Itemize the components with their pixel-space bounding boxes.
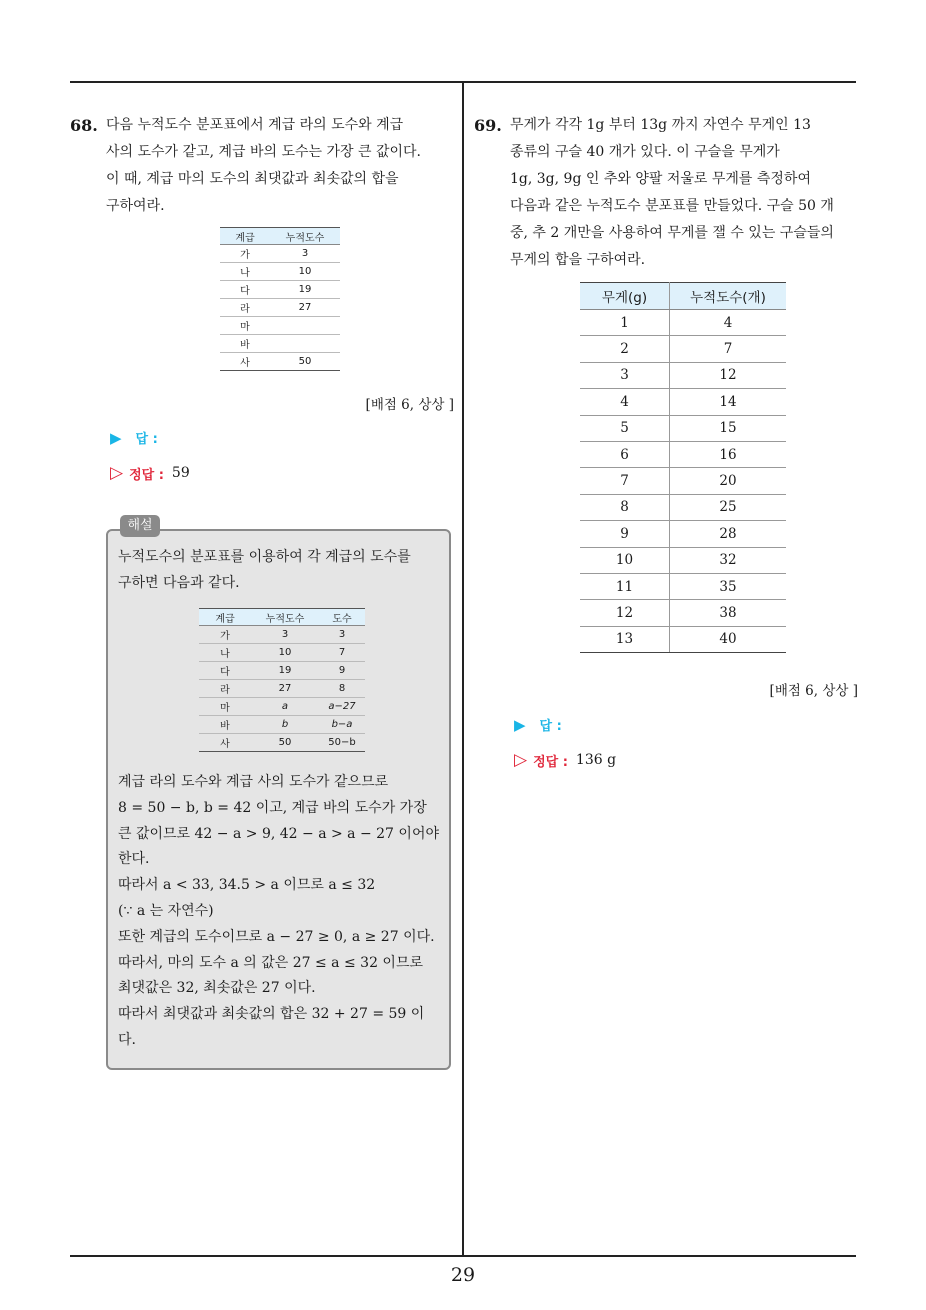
table-row <box>199 680 365 698</box>
question-line: 종류의 구슬 40 개가 있다. 이 구슬을 무게가 <box>510 144 780 160</box>
table-cell: 13 <box>580 626 670 652</box>
table-cell: 나 <box>199 644 251 662</box>
table-cell: 바 <box>199 716 251 734</box>
correct-answer-label: 정답 : <box>129 467 164 483</box>
question-line: 다음 누적도수 분포표에서 계급 라의 도수와 계급 <box>106 117 404 133</box>
question-69 <box>474 112 859 274</box>
table-cell: 가 <box>220 245 270 263</box>
table-cell: b−a <box>319 716 365 734</box>
table-cell: 25 <box>670 494 787 520</box>
table-cell: a−27 <box>319 698 365 716</box>
table-header: 누적도수 <box>251 609 319 626</box>
table-cell: 3 <box>251 626 319 644</box>
table-cell: 마 <box>199 698 251 716</box>
table-row <box>580 494 786 520</box>
score-label-69: [배점 6, 상상 ] <box>769 683 858 699</box>
weight-frequency-table <box>580 282 786 653</box>
table-cell: 가 <box>199 626 251 644</box>
table-row <box>580 521 786 547</box>
table-cell: 다 <box>199 662 251 680</box>
table-row <box>580 415 786 441</box>
table-row <box>580 600 786 626</box>
triangle-outline-icon: ▷ <box>110 463 124 483</box>
table-cell: 6 <box>580 441 670 467</box>
question-line: 이 때, 계급 마의 도수의 최댓값과 최솟값의 합을 <box>106 171 399 187</box>
frequency-table-68 <box>220 227 340 371</box>
table-row <box>220 353 340 371</box>
table-row <box>580 389 786 415</box>
solution-line: 또한 계급의 도수이므로 a − 27 ≥ 0, a ≥ 27 이다. <box>118 928 435 945</box>
correct-answer-68 <box>110 463 190 483</box>
table-header: 무게(g) <box>580 283 670 310</box>
table-row <box>199 644 365 662</box>
solution-line: 따라서 최댓값과 최솟값의 합은 32 + 27 = 59 이 <box>118 1006 425 1023</box>
table-cell: 38 <box>670 600 787 626</box>
solution-tag: 해설 <box>120 515 160 537</box>
answer-label: 답 : <box>135 432 158 447</box>
correct-answer-value: 59 <box>171 465 190 481</box>
question-number: 68. <box>70 116 98 135</box>
solution-intro <box>118 544 446 596</box>
table-cell: 40 <box>670 626 787 652</box>
solution-line: 따라서, 마의 도수 a 의 값은 27 ≤ a ≤ 32 이므로 <box>118 954 423 971</box>
table-row <box>220 299 340 317</box>
correct-answer-label: 정답 : <box>533 754 568 770</box>
table-row <box>580 573 786 599</box>
solution-line: 8 = 50 − b, b = 42 이고, 계급 바의 도수가 가장 <box>118 799 427 816</box>
table-cell: 27 <box>270 299 340 317</box>
table-cell: 4 <box>670 310 787 336</box>
table-cell: 라 <box>199 680 251 698</box>
table-cell: 15 <box>670 415 787 441</box>
table-cell: 7 <box>319 644 365 662</box>
page-number: 29 <box>450 1264 476 1286</box>
question-line: 1g, 3g, 9g 인 추와 양팔 저울로 무게를 측정하여 <box>510 171 811 187</box>
play-arrow-icon: ▶ <box>514 715 526 734</box>
table-cell: 50 <box>270 353 340 371</box>
question-68-text <box>70 112 455 220</box>
table-row <box>580 362 786 388</box>
solution-line: (∵ a 는 자연수) <box>118 902 214 919</box>
table-cell: 8 <box>319 680 365 698</box>
table-cell: 10 <box>251 644 319 662</box>
question-line: 구하여라. <box>106 198 165 214</box>
table-cell: a <box>251 698 319 716</box>
table-cell: 27 <box>251 680 319 698</box>
question-number: 69. <box>474 116 502 135</box>
table-cell: 12 <box>670 362 787 388</box>
solution-table <box>199 608 365 752</box>
table-cell: 50−b <box>319 734 365 752</box>
table-header: 계급 <box>199 609 251 626</box>
correct-answer-69 <box>514 750 616 770</box>
table-row <box>199 734 365 752</box>
score-label-68: [배점 6, 상상 ] <box>365 397 454 413</box>
table-cell: 19 <box>270 281 340 299</box>
table-header: 누적도수(개) <box>670 283 787 310</box>
table-cell: 14 <box>670 389 787 415</box>
table-row <box>580 468 786 494</box>
table-cell: 5 <box>580 415 670 441</box>
table-row <box>580 336 786 362</box>
table-cell: 35 <box>670 573 787 599</box>
table-cell: 12 <box>580 600 670 626</box>
solution-body <box>118 770 448 1054</box>
table-row <box>220 281 340 299</box>
solution-line: 큰 값이므로 42 − a > 9, 42 − a > a − 27 이어야 <box>118 825 439 842</box>
table-cell: 라 <box>220 299 270 317</box>
table-header: 계급 <box>220 228 270 245</box>
table-cell: 나 <box>220 263 270 281</box>
table-cell: 11 <box>580 573 670 599</box>
solution-line: 최댓값은 32, 최솟값은 27 이다. <box>118 980 316 997</box>
table-cell: 바 <box>220 335 270 353</box>
table-cell: 9 <box>319 662 365 680</box>
table-row <box>220 317 340 335</box>
solution-line: 다. <box>118 1031 136 1048</box>
table-cell: 1 <box>580 310 670 336</box>
table-cell: 9 <box>580 521 670 547</box>
table-cell: 사 <box>220 353 270 371</box>
answer-line-68 <box>110 428 158 447</box>
table-header: 도수 <box>319 609 365 626</box>
answer-line-69 <box>514 715 562 734</box>
table-cell: 16 <box>670 441 787 467</box>
solution-line: 누적도수의 분포표를 이용하여 각 계급의 도수를 <box>118 549 411 565</box>
table-cell: 19 <box>251 662 319 680</box>
table-cell: 7 <box>670 336 787 362</box>
solution-line: 구하면 다음과 같다. <box>118 575 240 591</box>
table-row <box>580 441 786 467</box>
question-line: 사의 도수가 같고, 계급 바의 도수는 가장 큰 값이다. <box>106 144 421 160</box>
table-header: 누적도수 <box>270 228 340 245</box>
table-row <box>199 698 365 716</box>
play-arrow-icon: ▶ <box>110 428 122 447</box>
triangle-outline-icon: ▷ <box>514 750 528 770</box>
question-line: 무게가 각각 1g 부터 13g 까지 자연수 무게인 13 <box>510 117 811 133</box>
bottom-rule <box>70 1255 856 1257</box>
table-cell: b <box>251 716 319 734</box>
question-68 <box>70 112 455 220</box>
question-line: 중, 추 2 개만을 사용하여 무게를 잴 수 있는 구슬들의 <box>510 225 834 241</box>
table-row <box>580 310 786 336</box>
table-row <box>220 245 340 263</box>
table-cell: 3 <box>270 245 340 263</box>
table-cell: 50 <box>251 734 319 752</box>
table-row <box>199 716 365 734</box>
correct-answer-value: 136 g <box>575 752 617 768</box>
solution-line: 한다. <box>118 851 150 868</box>
table-cell: 3 <box>319 626 365 644</box>
table-row <box>199 662 365 680</box>
table-row <box>199 626 365 644</box>
table-cell <box>270 317 340 335</box>
table-cell: 2 <box>580 336 670 362</box>
table-row <box>580 547 786 573</box>
solution-line: 계급 라의 도수와 계급 사의 도수가 같으므로 <box>118 774 389 790</box>
solution-line: 따라서 a < 33, 34.5 > a 이므로 a ≤ 32 <box>118 877 376 894</box>
table-cell: 3 <box>580 362 670 388</box>
table-cell <box>270 335 340 353</box>
question-line: 다음과 같은 누적도수 분포표를 만들었다. 구슬 50 개 <box>510 198 834 214</box>
table-cell: 28 <box>670 521 787 547</box>
table-cell: 10 <box>270 263 340 281</box>
column-divider <box>462 82 464 1256</box>
table-cell: 4 <box>580 389 670 415</box>
table-cell: 다 <box>220 281 270 299</box>
table-cell: 사 <box>199 734 251 752</box>
table-row <box>580 626 786 652</box>
table-cell: 32 <box>670 547 787 573</box>
question-line: 무게의 합을 구하여라. <box>510 252 646 268</box>
answer-label: 답 : <box>539 719 562 734</box>
table-row <box>220 263 340 281</box>
table-cell: 7 <box>580 468 670 494</box>
question-69-text <box>474 112 859 274</box>
table-cell: 8 <box>580 494 670 520</box>
table-cell: 마 <box>220 317 270 335</box>
table-cell: 10 <box>580 547 670 573</box>
table-row <box>220 335 340 353</box>
table-cell: 20 <box>670 468 787 494</box>
